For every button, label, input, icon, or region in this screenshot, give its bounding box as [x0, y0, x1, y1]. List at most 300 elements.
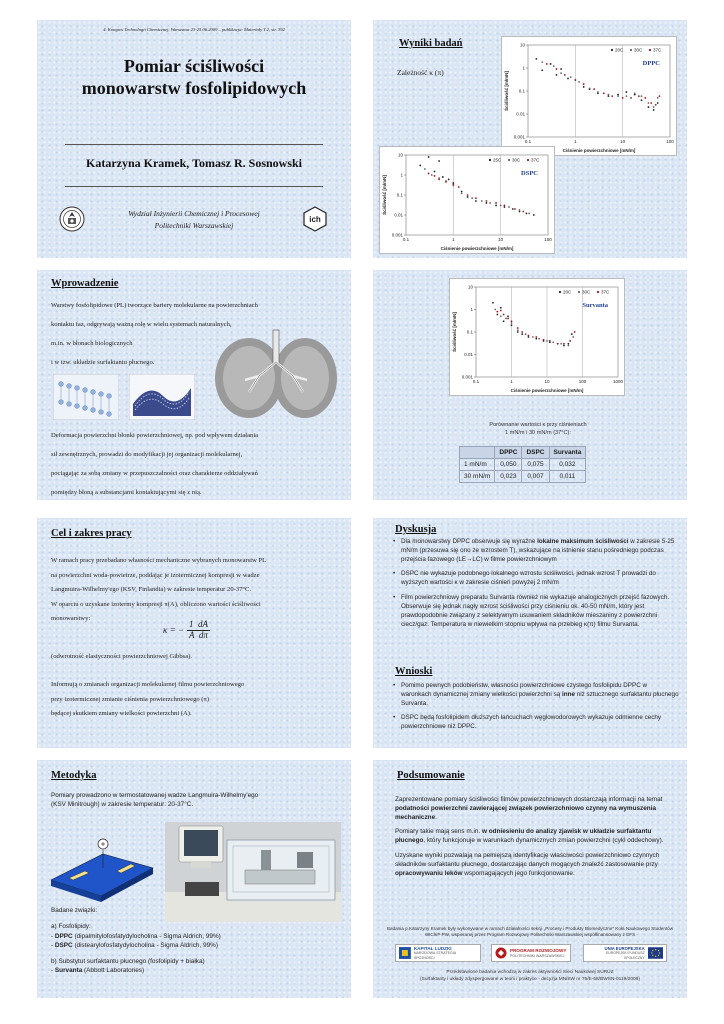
data-point: [535, 58, 537, 60]
data-point: [608, 95, 610, 97]
intro-line: pomiędzy błoną a substancjami kontaktującymi się z nią.: [51, 489, 202, 496]
chart-survanta: [449, 278, 625, 396]
data-point: [556, 68, 558, 70]
data-point: [492, 302, 494, 304]
data-point: [578, 81, 580, 83]
data-point: [495, 205, 497, 207]
y-axis-label: Ściśliwość [m/mN]: [452, 312, 457, 352]
data-point: [467, 194, 469, 196]
legend-marker: [649, 49, 651, 51]
conclusions-list: [393, 682, 679, 738]
summary-para: [395, 828, 675, 846]
y-tick-label: 0.1: [396, 192, 403, 198]
aims-slide: [37, 518, 351, 748]
methodology-slide: [37, 760, 351, 998]
data-point: [461, 191, 463, 193]
data-point: [521, 333, 523, 335]
discussion-text: Dla monowarstwy DPPC obserwuje się wyraźne: [401, 538, 538, 545]
x-axis-label: Ciśnienie powierzchniowe [mN/m]: [510, 388, 584, 393]
legend-label: 25C: [493, 157, 502, 163]
data-point: [511, 320, 513, 322]
legend-label: 37C: [653, 47, 662, 53]
data-point: [500, 310, 502, 312]
x-axis-label: Ciśnienie powierzchniowe [mN/m]: [440, 246, 514, 251]
x-tick-label: 100: [666, 139, 674, 144]
compound-desc: (dipalmitylofosfatydylocholina - Sigma Aldrich, 99%): [72, 932, 221, 940]
chart-dspc-svg: [380, 147, 554, 253]
formula-lhs: κ = −: [163, 625, 184, 636]
table-cell: 0,050: [495, 459, 522, 471]
membrane-illustration: [129, 374, 195, 425]
data-point: [500, 307, 502, 309]
data-point: [641, 99, 643, 101]
summary-emphasis: w odniesieniu do analizy zjawisk w układzie surfaktantu płucnego: [395, 828, 652, 845]
data-point: [505, 318, 507, 320]
conclusion-text: Pomimo pewnych podobieństw, własności powierzchniowe czystego fosfolipidu DPPC w warunkach dynamicznej zmiany wielkości powierzchni są: [401, 682, 648, 698]
data-point: [519, 211, 521, 213]
compound-name: DSPC: [54, 941, 73, 949]
eu-flag-icon: [648, 947, 663, 959]
compounds-label: Badane związki:: [51, 907, 98, 914]
compounds-group-b: b) Substytut surfaktantu płucnego (fosfolipidy + białka): [51, 958, 205, 966]
bilayer-illustration: [53, 374, 119, 425]
data-point: [533, 214, 535, 216]
legend-marker: [559, 291, 561, 293]
data-point: [622, 97, 624, 99]
data-point: [496, 311, 498, 313]
summary-emphasis: opracowywaniu leków: [395, 869, 463, 877]
data-point: [549, 340, 551, 342]
authors: Katarzyna Kramek, Tomasz R. Sosnowski: [85, 156, 303, 170]
data-point: [448, 179, 450, 181]
intro-line: pociągając za sobą zmiany w przepuszczalności oraz charakterze oddziaływań: [51, 470, 258, 477]
intro-line: i w tzw. układzie surfaktantu płucnego.: [51, 359, 155, 366]
data-point: [495, 202, 497, 204]
data-point: [512, 208, 514, 210]
data-point: [564, 74, 566, 76]
data-point: [593, 88, 595, 90]
summary-para: [395, 852, 675, 878]
kapital-ludzki-icon: [399, 947, 411, 959]
legend-label: 37C: [601, 289, 610, 295]
dependency-label: Zależność κ (π): [397, 68, 444, 77]
compound-desc: (Abbott Laboratories): [82, 967, 145, 975]
legend-label: 20C: [563, 289, 572, 295]
data-point: [508, 206, 510, 208]
table-header-cell: Survanta: [549, 447, 586, 459]
conclusion-text: niż sztucznego surfaktantu płucnego Survanta.: [401, 690, 679, 707]
data-point: [434, 175, 436, 177]
compressibility-formula: [163, 620, 210, 641]
chart-survanta-svg: [450, 279, 624, 395]
eu-logo: [583, 944, 667, 962]
aims-line: na powierzchni woda-powietrze, poddając je izotermicznej kompresji w wadze: [51, 571, 260, 579]
title-line-1: Pomiar ściśliwości: [123, 56, 265, 76]
data-point: [603, 92, 605, 94]
x-tick-label: 10: [498, 237, 504, 242]
y-tick-label: 0.01: [464, 352, 473, 357]
data-point: [648, 102, 650, 104]
table-header-row: [460, 447, 586, 459]
table-cell: 0,032: [549, 459, 586, 471]
faculty-logo-text: ich: [309, 215, 321, 224]
data-point: [445, 181, 447, 183]
data-point: [659, 95, 661, 97]
legend-label: 20C: [615, 47, 624, 53]
plot-area: [528, 45, 670, 137]
legend-label: 37C: [531, 157, 540, 163]
data-point: [638, 95, 640, 97]
data-point: [626, 91, 628, 93]
data-point: [583, 86, 585, 88]
summary-text-run: Pomiary takie mają sens m.in.: [395, 828, 483, 836]
logo-subtext: POLITECHNIKI WARSZAWSKIEJ: [510, 953, 565, 958]
aims-line: przy izotermicznej zmianie ciśnienia powierzchniowego (π): [51, 695, 210, 703]
data-point: [503, 320, 505, 322]
legend-label: 30C: [512, 157, 521, 163]
x-tick-label: 100: [544, 237, 552, 242]
aims-line: będącej skutkiem zmiany wielkości powierzchni (A).: [51, 710, 192, 717]
intro-line: m.in. w błonach biologicznych: [51, 340, 133, 347]
data-point: [486, 202, 488, 204]
conclusion-item: [393, 682, 679, 708]
data-point: [546, 63, 548, 65]
x-tick-label: 1: [452, 237, 455, 242]
data-point: [550, 63, 552, 65]
legend-marker: [597, 291, 599, 293]
y-tick-label: 0.01: [394, 212, 403, 218]
table-cell: 30 mN/m: [460, 471, 495, 483]
data-point: [611, 95, 613, 97]
table-cell: 0,075: [522, 459, 549, 471]
program-rozwojowy-logo: [491, 944, 571, 962]
aims-text-2: [51, 678, 343, 722]
y-tick-label: 0.01: [516, 111, 525, 117]
data-point: [653, 106, 655, 108]
y-axis-label: Ściśliwość [m/mN]: [382, 175, 387, 215]
chart-title: DSPC: [521, 170, 538, 177]
data-point: [648, 106, 650, 108]
data-point: [657, 97, 659, 99]
table-caption-line-1: Porównanie wartości κ przy ciśnieniach: [489, 422, 587, 428]
aims-title: Cel i zakres pracy: [51, 528, 132, 539]
kappa-table-wrap: [459, 446, 586, 483]
summary-text-run: , który funkcjonuje w warunkach dynamicznych zmian powierzchni (cykl oddechowy).: [423, 837, 664, 845]
university-seal-icon: [59, 206, 85, 237]
data-point: [538, 338, 540, 340]
data-point: [567, 345, 569, 347]
legend-marker: [611, 49, 613, 51]
formula-fraction: [187, 620, 210, 641]
data-point: [500, 205, 502, 207]
network-line-2: (Surfaktanty i układy zdyspergowane w teorii i praktyce - decyzja MNiSW nr 75/E-68/BWSN-0119/2008): [420, 976, 640, 982]
data-point: [496, 314, 498, 316]
x-tick-label: 100: [578, 379, 587, 384]
y-tick-label: 1: [470, 307, 473, 312]
x-tick-label: 0.1: [524, 139, 532, 144]
data-point: [511, 324, 513, 326]
methodology-line: (KSV Minitrough) w zakresie temperatur: 20-37°C.: [51, 800, 194, 808]
chart-title: Survanta: [582, 302, 608, 309]
y-tick-label: 1: [400, 172, 403, 178]
data-point: [528, 213, 530, 215]
y-tick-label: 0.001: [391, 232, 403, 238]
data-point: [428, 156, 430, 158]
compound-item: - Survanta (Abbott Laboratories): [51, 967, 145, 975]
data-point: [419, 165, 421, 167]
data-point: [503, 314, 505, 316]
data-point: [434, 171, 436, 173]
data-point: [553, 65, 555, 67]
data-point: [541, 69, 543, 71]
conclusion-item: • DSPC będą fosfolipidem dłuższych łańcuchach węglowodorowych wykazuje odmienne cechy powierzchniowe niż DPPC.: [393, 714, 679, 732]
data-point: [431, 174, 433, 176]
data-point: [522, 211, 524, 213]
data-point: [517, 329, 519, 331]
conclusions-title: Wnioski: [395, 666, 433, 677]
data-point: [557, 343, 559, 345]
data-point: [574, 79, 576, 81]
x-tick-label: 0.1: [402, 237, 410, 242]
conclusion-emphasis: inne: [562, 690, 575, 698]
data-point: [507, 318, 509, 320]
legend-marker: [578, 291, 580, 293]
data-point: [521, 331, 523, 333]
results-title: Wyniki badań: [399, 38, 463, 49]
chart-dppc: [501, 36, 677, 156]
table-cell: 0,023: [495, 471, 522, 483]
data-point: [428, 173, 430, 175]
x-axis-label: Ciśnienie powierzchniowe [mN/m]: [562, 148, 636, 153]
y-tick-label: 0.1: [518, 88, 525, 94]
data-point: [560, 68, 562, 70]
x-tick-label: 0.1: [472, 379, 480, 384]
introduction-para-2: [51, 426, 343, 500]
program-rozwojowy-icon: [495, 947, 507, 959]
affiliation-line-2: Politechniki Warszawskiej: [154, 220, 234, 230]
data-point: [570, 76, 572, 78]
data-point: [452, 183, 454, 185]
affiliation: [87, 208, 301, 231]
langmuir-trough-schematic: [45, 820, 157, 911]
data-point: [541, 61, 543, 63]
y-tick-label: 10: [397, 152, 403, 158]
data-point: [655, 104, 657, 106]
data-point: [526, 213, 528, 215]
faculty-logo-icon: [303, 206, 327, 237]
compound-name: Survanta: [54, 967, 83, 975]
data-point: [560, 72, 562, 74]
aims-line: Langmuira-Wilhelmy'ego (KSV, Finlandia) w zakresie temperatur 20-37°C.: [51, 586, 252, 593]
y-axis-label: Ściśliwość [m/mN]: [504, 71, 509, 111]
chart-dppc-svg: [502, 37, 676, 155]
data-point: [517, 331, 519, 333]
summary-text-run: .: [435, 813, 437, 821]
kapital-ludzki-logo: [395, 944, 481, 962]
data-point: [567, 343, 569, 345]
discussion-item: [393, 538, 679, 564]
aims-line: monowarstwy:: [51, 615, 91, 622]
data-point: [471, 197, 473, 199]
intro-line: Deformacja powierzchni błonki powierzchniowej, np. pod wpływem działania: [51, 432, 259, 439]
logo-subtext: EUROPEJSKI FUNDUSZ SPOŁECZNY: [606, 951, 645, 960]
discussion-slide: [373, 518, 687, 748]
data-point: [552, 341, 554, 343]
data-point: [461, 193, 463, 195]
data-point: [589, 87, 591, 89]
data-point: [532, 336, 534, 338]
data-point: [574, 331, 576, 333]
y-tick-label: 0.001: [513, 134, 525, 140]
title-line-2: monowarstw fosfolipidowych: [81, 77, 307, 98]
methodology-intro: [51, 792, 343, 809]
x-tick-label: 1: [574, 139, 577, 144]
summary-title: Podsumowanie: [397, 770, 465, 781]
table-cell: 0,007: [522, 471, 549, 483]
data-point: [475, 200, 477, 202]
data-point: [481, 200, 483, 202]
y-tick-label: 0.001: [461, 374, 473, 380]
data-point: [511, 322, 513, 324]
table-cell: 0,011: [549, 471, 586, 483]
methodology-line: Pomiary prowadzono w termostatowanej wadze Langmuira-Wilhelmy'ego: [51, 792, 259, 799]
legend-marker: [630, 49, 632, 51]
table-caption: [453, 422, 623, 438]
intro-line: kontaktu faz, odgrywają ważną rolę w wielu systemach naturalnych,: [51, 321, 232, 328]
legend-marker: [508, 159, 510, 161]
formula-denominator: A dπ: [189, 629, 208, 640]
data-point: [583, 83, 585, 85]
summary-text-run: Zaprezentowane pomiary ściśliwości filmów powierzchniowych dostarczają informacji na temat: [395, 796, 663, 803]
data-point: [507, 315, 509, 317]
summary-slide: [373, 760, 687, 998]
discussion-item: • DSPC nie wykazuje podobnego lokalnego wzrostu ściśliwości, jednak wzrost T prowadzi do wyższych wartości κ w zakresie ciśnień powyżej 2 mN/m: [393, 570, 679, 588]
x-tick-label: 10: [620, 139, 626, 144]
formula-numerator: 1 dA: [188, 619, 208, 629]
data-point: [458, 186, 460, 188]
data-point: [556, 74, 558, 76]
chart-dspc: [379, 146, 555, 254]
network-note: [385, 970, 675, 983]
discussion-emphasis: lokalne maksimum ściśliwości: [537, 538, 629, 545]
compound-item: - DPPC (dipalmitylofosfatydylocholina - Sigma Aldrich, 99%): [51, 932, 221, 940]
plot-area: [406, 155, 548, 235]
kappa-table: [459, 446, 586, 483]
data-point: [617, 94, 619, 96]
data-point: [467, 196, 469, 198]
data-point: [634, 92, 636, 94]
compounds-group-a: a) Fosfolipidy:: [51, 923, 91, 931]
logo-text: PROGRAM ROZWOJOWY: [510, 948, 567, 954]
data-point: [486, 200, 488, 202]
data-point: [546, 340, 548, 342]
summary-text-run: Uzyskane wyniki pozwalają na pełniejszą identyfikację właściwości powierzchniowo czynnych składników surfaktantu płucnego, dostarczając danych mogących znaleźć zastosowanie przy: [395, 852, 660, 868]
data-point: [608, 94, 610, 96]
legend-marker: [527, 159, 529, 161]
data-point: [438, 160, 440, 162]
data-point: [563, 343, 565, 345]
discussion-title: Dyskusja: [395, 524, 437, 535]
table-header-cell: [460, 447, 495, 459]
table-header-cell: DPPC: [495, 447, 522, 459]
data-point: [438, 179, 440, 181]
introduction-title: Wprowadzenie: [51, 278, 119, 289]
logo-text: UNIA EUROPEJSKA: [604, 946, 645, 952]
legend-marker: [489, 159, 491, 161]
data-point: [560, 343, 562, 345]
data-point: [519, 209, 521, 211]
affiliation-line-1: Wydział Inżynierii Chemicznej i Procesowej: [128, 209, 260, 218]
data-point: [597, 91, 599, 93]
table-caption-line-2: 1 mN/m i 30 mN/m (37°C):: [505, 429, 571, 436]
table-header-cell: DSPC: [522, 447, 549, 459]
data-point: [543, 339, 545, 341]
data-point: [475, 197, 477, 199]
chart-title: DPPC: [642, 60, 660, 67]
data-point: [657, 102, 659, 104]
title-slide: [37, 20, 351, 258]
network-line-1: Przedstawione badania wchodzą w zakres aktywności Sieci Naukowej SURUZ: [446, 970, 614, 975]
conference-note: 4. Kongres Technologii Chemicznej, Warszawa 23-25.06.2009 – publikacja: Materiały T.2, str. 392: [103, 27, 285, 32]
survanta-results-slide: [373, 270, 687, 500]
intro-line: Warstwy fosfolipidowe (PL) tworzące bariery molekularne na powierzchniach: [51, 302, 258, 309]
data-point: [500, 315, 502, 317]
data-point: [489, 202, 491, 204]
summary-para: [395, 796, 675, 822]
x-tick-label: 10: [544, 379, 550, 384]
data-point: [494, 309, 496, 311]
methodology-title: Metodyka: [51, 770, 97, 781]
aims-line: W oparciu o uzyskane izotermy kompresji π(A), obliczono wartości ściśliwości: [51, 600, 261, 608]
gibbs-note: (odwrotność elastyczności powierzchniowej Gibbsa).: [51, 653, 192, 660]
data-point: [569, 340, 571, 342]
x-tick-label: 1: [510, 379, 513, 384]
data-point: [528, 335, 530, 337]
divider: [65, 144, 323, 145]
logo-subtext: NARODOWA STRATEGIA SPÓJNOŚCI: [413, 951, 456, 960]
divider: [65, 186, 323, 187]
compound-item: - DSPC (distearylofosfatydylocholina - Sigma Aldrich, 99%): [51, 941, 218, 949]
aims-line: W ramach pracy przebadano własności mechaniczne wybranych monowarstw PL: [51, 557, 267, 564]
data-point: [517, 327, 519, 329]
compound-name: DPPC: [54, 932, 73, 940]
y-tick-label: 1: [522, 65, 525, 71]
data-point: [571, 333, 573, 335]
data-point: [504, 206, 506, 208]
lung-illustration: [209, 328, 343, 425]
aims-text: [51, 554, 343, 627]
data-point: [535, 336, 537, 338]
legend-label: 30C: [634, 47, 643, 53]
discussion-list: [393, 538, 679, 635]
results-slide: [373, 20, 687, 258]
table-row: [460, 471, 586, 483]
summary-text: [395, 796, 675, 879]
summary-emphasis: podatności powierzchni zawierającej związek powierzchniowo czynny na wymuszenia mechaniczne: [395, 804, 657, 821]
table-row: [460, 459, 586, 471]
x-tick-label: 1000: [612, 379, 624, 384]
data-point: [563, 345, 565, 347]
data-point: [650, 102, 652, 104]
y-tick-label: 0.1: [466, 329, 473, 335]
data-point: [442, 176, 444, 178]
discussion-item: • Film powierzchniowy preparatu Survanta również nie wykazuje analogicznych przejść fazowych. Obserwuje się jednak nagły wzrost ściśliwości przy ciśnieniu ok. 40-50 mN/m, który jest prawdopodobnie związany z selektywnym usuwaniem składników mieszaniny z powierzchni ciecz/gaz. Temperatura w niewielkim stopniu wpływa na przebieg κ(π) filmu Survanta.: [393, 594, 679, 629]
compound-desc: (distearylofosfatydylocholina - Sigma Aldrich, 99%): [72, 941, 218, 949]
aims-line: Informują o zmianach organizacji molekularnej filmu powierzchniowego: [51, 681, 245, 688]
legend-label: 30C: [582, 289, 591, 295]
logo-text: KAPITAŁ LUDZKI: [413, 945, 452, 951]
data-point: [626, 95, 628, 97]
